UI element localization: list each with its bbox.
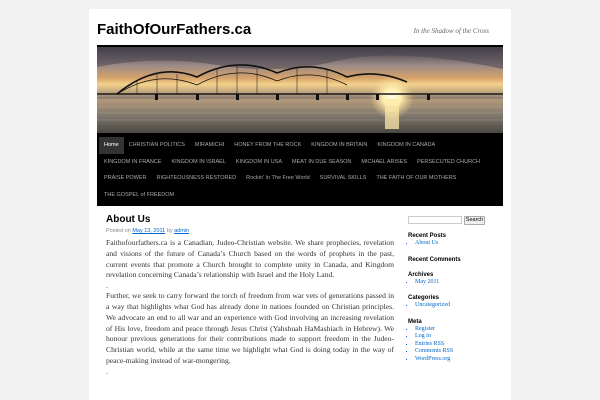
paragraph-separator: .: [106, 281, 108, 291]
sidebar: [408, 215, 505, 363]
recent-posts-title: Recent Posts: [408, 233, 447, 239]
paragraph-mission: Further, we seek to carry forward the torch of freedom from war vets of generations passed in a way that highlights what God has already done in nations founded on Christian principles. We advocate an end to all war and an experience with God involving an increasing revelation of His love, freedom and peace through Jesus Christ (Yahshuah HaMashiach in Hebrew). We honour previous generations for their contributions made to support freedom in the Judeo-Christian world, while at the same time we highlight what God is doing today in the way of peace-making instead of war-mongering.: [106, 291, 394, 365]
menu-item-kingdom-in-britain[interactable]: KINGDOM IN BRITAIN: [311, 142, 368, 148]
categories-title: Categories: [408, 295, 440, 301]
paragraph-intro: Faithofourfathers.ca is a Canadian, Judeo-Christian website. We share prophecies, revelation and visions of the future of Canada’s Church based on the words of prophets in the past, current events that promote a Church brought to complete unity in Canada, and Kingdom revelation concerning Canada’s relationship with Israel and the Holy Land.: [106, 238, 394, 280]
main-menu: [97, 133, 503, 206]
menu-item-persecuted-church[interactable]: PERSECUTED CHURCH: [417, 158, 481, 165]
recent-comments-widget: [408, 257, 505, 263]
menu-item-the-gospel-of-freedom[interactable]: THE GOSPEL of FREEDOM: [104, 191, 175, 198]
post-date-link[interactable]: May 13, 2011: [132, 228, 166, 234]
meta-title: Meta: [408, 318, 422, 325]
menu-item-praise-power[interactable]: PRAISE POWER: [104, 175, 147, 181]
meta-link-register[interactable]: ▪ Register: [415, 326, 505, 334]
posted-on-label: Posted on: [106, 228, 131, 234]
entry-content: [106, 238, 394, 377]
search-button[interactable]: Search: [465, 216, 484, 223]
category-link[interactable]: ▪ Uncategorized: [415, 302, 505, 310]
meta-link-comments-rss[interactable]: ▪ Comments RSS: [415, 348, 505, 356]
meta-link-wordpress-org[interactable]: ▪ WordPress.org: [415, 356, 505, 364]
menu-item-miramichi[interactable]: MIRAMICHI: [194, 142, 225, 148]
meta-link-entries-rss[interactable]: ▪ Entries RSS: [415, 341, 505, 349]
recent-comments-title: Recent Comments: [408, 256, 461, 263]
site-title[interactable]: FaithOfOurFathers.ca: [97, 21, 252, 38]
recent-posts-widget: [408, 233, 505, 248]
menu-item-kingdom-in-canada[interactable]: KINGDOM IN CANADA: [377, 142, 436, 148]
page-title: About Us: [106, 214, 151, 225]
menu-item-michael-arises[interactable]: MICHAEL ARISES: [361, 158, 408, 165]
archives-widget: [408, 272, 505, 287]
menu-item-kingdom-in-usa[interactable]: KINGDOM IN USA: [235, 158, 283, 165]
search-input[interactable]: [408, 216, 462, 224]
site-description: In the Shadow of the Cross: [413, 27, 489, 35]
menu-item-home[interactable]: Home: [99, 137, 124, 154]
author-link[interactable]: admin: [174, 228, 190, 234]
archive-link[interactable]: ▪ May 2011: [415, 279, 505, 287]
menu-item-christian-politics[interactable]: CHRISTIAN POLITICS: [128, 142, 185, 148]
entry-meta: [106, 228, 394, 234]
menu-item-rockin-in-the-free-world[interactable]: Rockin' In The Free World: [246, 175, 310, 181]
recent-post-link[interactable]: ▪ About Us: [415, 240, 505, 248]
menu-item-the-faith-of-our-mothers[interactable]: THE FAITH OF OUR MOTHERS: [376, 175, 457, 181]
meta-widget: [408, 319, 505, 364]
archives-title: Archives: [408, 271, 434, 278]
menu-item-meat-in-due-season[interactable]: MEAT IN DUE SEASON: [292, 158, 352, 165]
categories-widget: [408, 295, 505, 310]
menu-item-righteousness-restored[interactable]: RIGHTEOUSNESS RESTORED: [156, 175, 237, 181]
paragraph-separator: .: [106, 366, 108, 376]
page-wrapper: [89, 9, 511, 400]
by-label: by: [166, 228, 173, 234]
menu-item-kingdom-in-france[interactable]: KINGDOM IN FRANCE: [104, 158, 162, 165]
menu-item-kingdom-in-israel[interactable]: KINGDOM IN ISRAEL: [171, 158, 226, 165]
meta-link-login[interactable]: ▪ Log in: [415, 333, 505, 341]
search-form: [408, 215, 505, 225]
header-image: [97, 45, 503, 133]
menu-item-honey-from-the-rock[interactable]: HONEY FROM THE ROCK: [234, 142, 302, 148]
post-content: [106, 214, 394, 377]
menu-item-survival-skills[interactable]: SURVIVAL SKILLS: [319, 175, 367, 181]
